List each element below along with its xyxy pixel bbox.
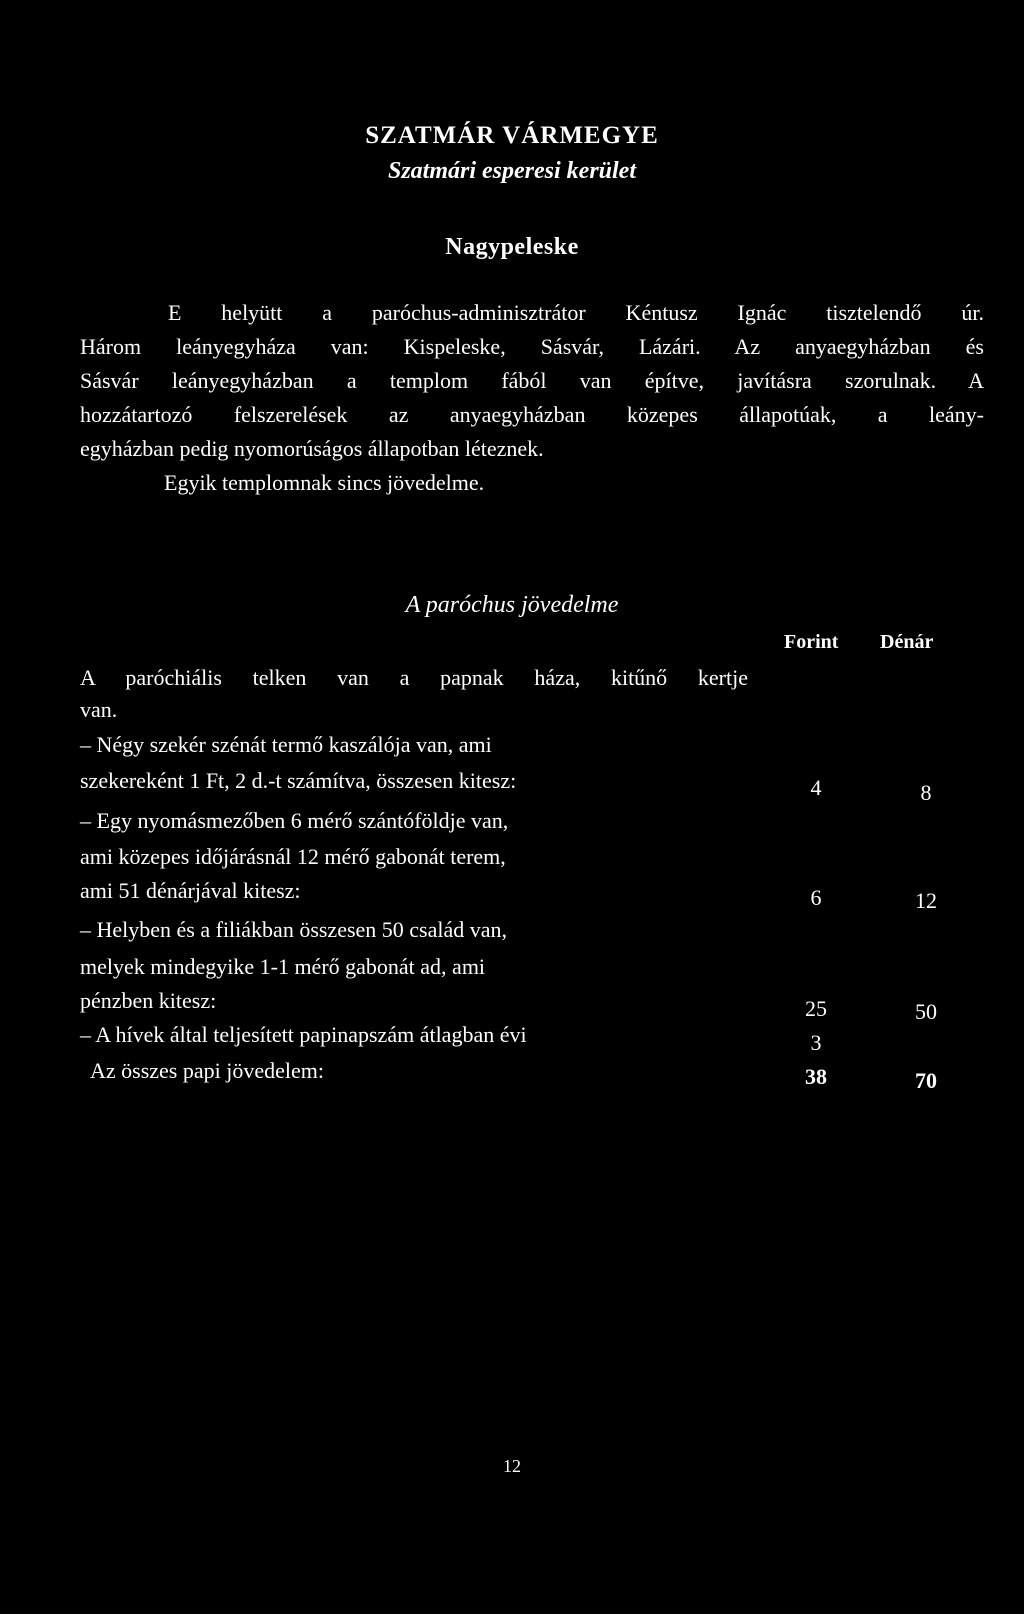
amount-denar-3: 50 — [915, 999, 937, 1024]
intro-line-6: Egyik templomnak sincs jövedelme. — [164, 470, 485, 495]
intro-line-1: E helyütt a paróchus-adminisztrátor Kéntusz Ignác tisztelendő úr. — [168, 300, 984, 325]
amount-forint-2: 6 — [810, 885, 822, 910]
income-section-title: A paróchus jövedelme — [405, 592, 619, 618]
intro-line-3: Sásvár leányegyházban a templom fából van építve, javításra szorulnak. A — [80, 368, 984, 393]
amount-forint-1: 4 — [810, 775, 822, 800]
denar-column-header: Dénár — [880, 631, 934, 653]
income-line-11: – A hívek által teljesített papinapszám átlagban évi — [80, 1022, 527, 1047]
intro-line-2: Három leányegyháza van: Kispeleske, Sásvár, Lázári. Az anyaegyházban és — [80, 334, 984, 359]
income-line-3: – Négy szekér szénát termő kaszálója van, ami — [80, 732, 492, 757]
income-line-12: Az összes papi jövedelem: — [90, 1058, 324, 1083]
forint-column-header: Forint — [784, 631, 839, 653]
total-denar: 70 — [915, 1068, 937, 1093]
amount-forint-3: 25 — [805, 996, 827, 1021]
income-line-6: ami közepes időjárásnál 12 mérő gabonát terem, — [80, 844, 506, 869]
district-subheading: Szatmári esperesi kerület — [387, 158, 636, 184]
county-heading: SZATMÁR VÁRMEGYE — [365, 122, 659, 149]
income-line-7: ami 51 dénárjával kitesz: — [80, 878, 301, 903]
parish-heading: Nagypeleske — [445, 234, 579, 260]
intro-line-4: hozzátartozó felszerelések az anyaegyházban közepes állapotúak, a leány- — [80, 402, 984, 427]
income-line-9: melyek mindegyike 1-1 mérő gabonát ad, ami — [80, 954, 486, 979]
income-line-1: A paróchiális telken van a papnak háza, kitűnő kertje — [80, 665, 748, 690]
amount-forint-4: 3 — [810, 1030, 822, 1055]
income-line-10: pénzben kitesz: — [80, 988, 217, 1013]
income-line-2: van. — [80, 697, 118, 722]
income-line-5: – Egy nyomásmezőben 6 mérő szántóföldje van, — [80, 808, 509, 833]
amount-denar-1: 8 — [920, 780, 932, 805]
income-line-4: szekereként 1 Ft, 2 d.-t számítva, összesen kitesz: — [80, 768, 517, 793]
page-number: 12 — [503, 1456, 521, 1476]
total-forint: 38 — [805, 1064, 827, 1089]
income-line-8: – Helyben és a filiákban összesen 50 család van, — [80, 917, 508, 942]
amount-denar-2: 12 — [915, 888, 937, 913]
intro-line-5: egyházban pedig nyomorúságos állapotban léteznek. — [80, 436, 544, 461]
